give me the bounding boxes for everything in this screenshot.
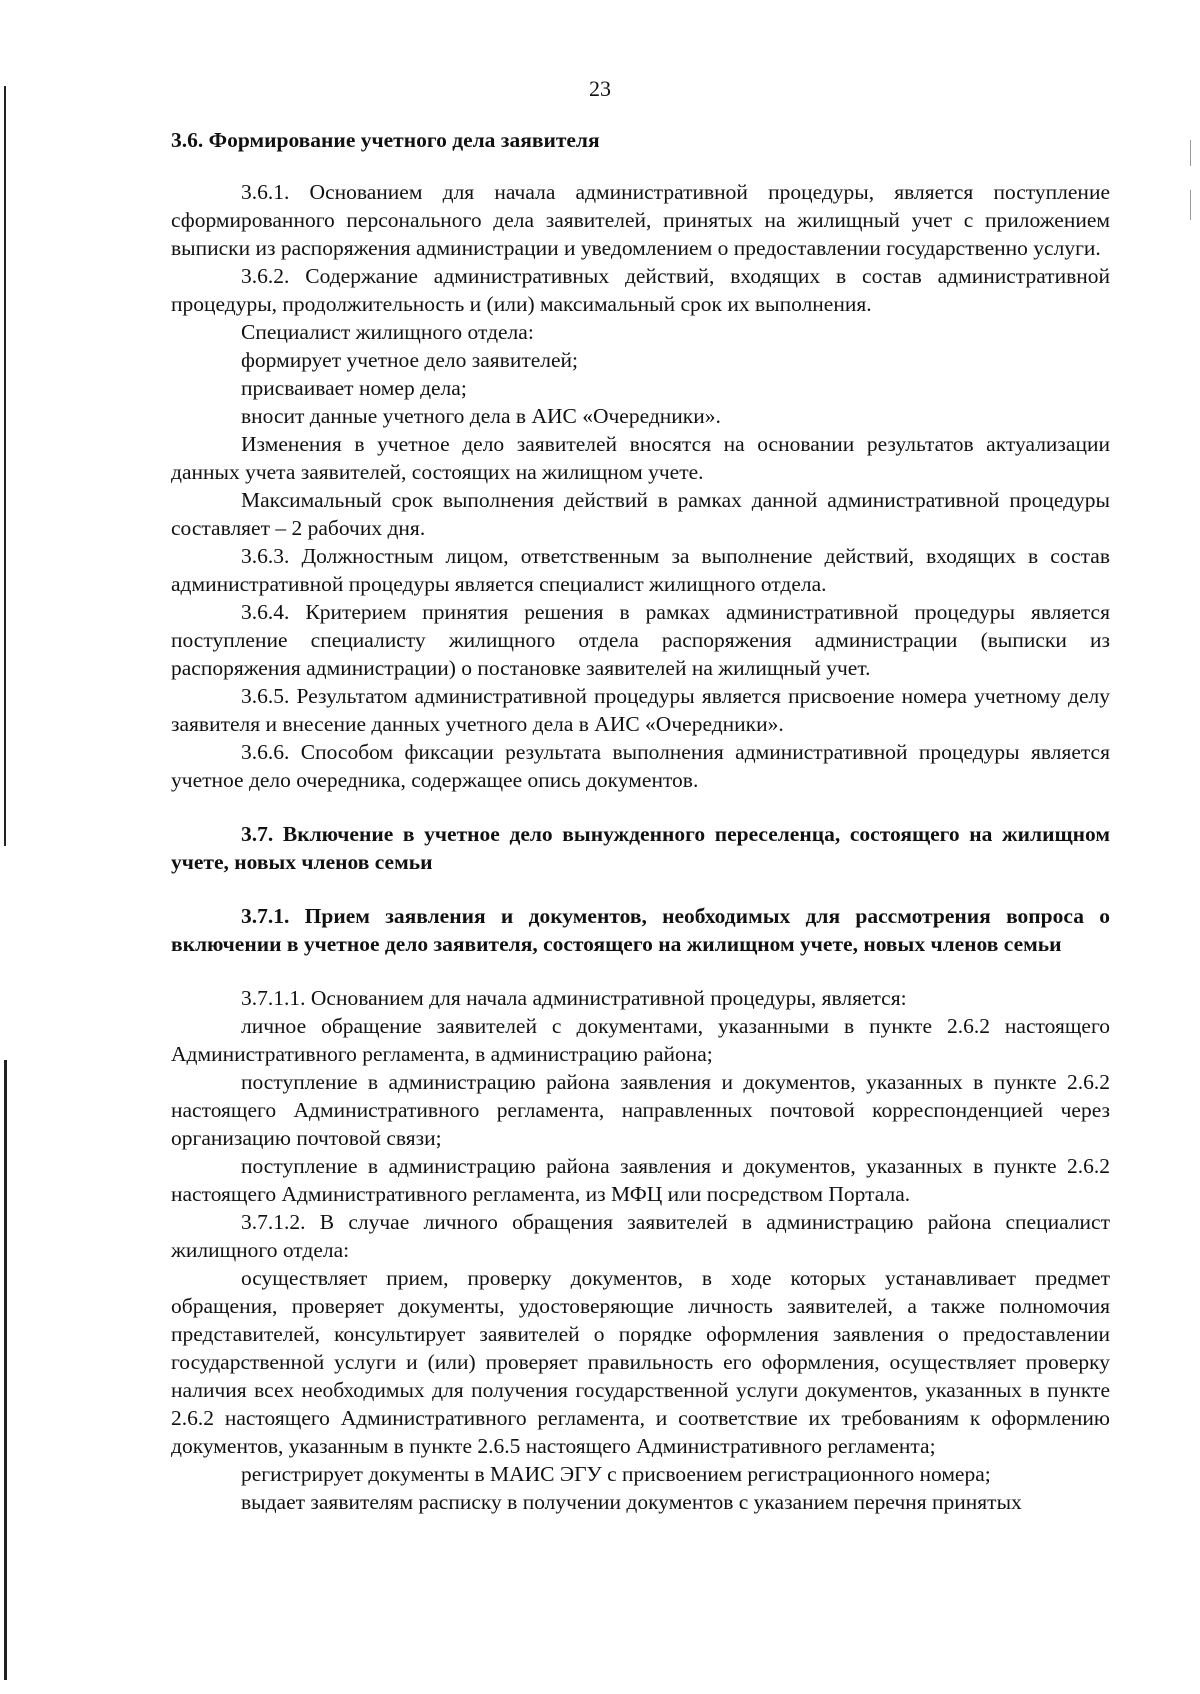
paragraph: 3.6.6. Способом фиксации результата выполнения административной процедуры является учетное дело очередника, содержащее опись документов. <box>171 740 1110 792</box>
scan-edge-line <box>1190 190 1191 220</box>
page-number: 23 <box>589 76 611 101</box>
paragraph: 3.6.5. Результатом административной процедуры является присвоение номера учетному делу заявителя и внесение данных учетного дела в АИС «Очередники». <box>171 684 1110 736</box>
list-item: поступление в администрацию района заявления и документов, указанных в пункте 2.6.2 настоящего Административного регламента, направленных почтовой корреспонденцией через организацию почтовой связи; <box>171 1070 1110 1150</box>
paragraph: Изменения в учетное дело заявителей вносятся на основании результатов актуализации данных учета заявителей, состоящих на жилищном учете. <box>171 432 1110 484</box>
paragraph: 3.6.2. Содержание административных действий, входящих в состав административной процедуры, продолжительность и (или) максимальный срок их выполнения. <box>171 264 1110 316</box>
subsection-heading: 3.7.1. Прием заявления и документов, необходимых для рассмотрения вопроса о включении в учетное дело заявителя, состоящего на жилищном учете, новых членов семьи <box>171 904 1110 956</box>
scan-edge-line <box>1190 140 1191 166</box>
paragraph: Максимальный срок выполнения действий в рамках данной административной процедуры составляет – 2 рабочих дня. <box>171 488 1110 540</box>
document-body <box>171 126 1110 1516</box>
paragraph: 3.6.4. Критерием принятия решения в рамках административной процедуры является поступление специалисту жилищного отдела распоряжения администрации (выписки из распоряжения администрации) о постановке заявителей на жилищный учет. <box>171 600 1110 680</box>
section-heading: 3.7. Включение в учетное дело вынужденного переселенца, состоящего на жилищном учете, новых членов семьи <box>171 822 1110 874</box>
list-item: поступление в администрацию района заявления и документов, указанных в пункте 2.6.2 настоящего Административного регламента, из МФЦ или посредством Портала. <box>171 1154 1110 1206</box>
paragraph: 3.6.1. Основанием для начала административной процедуры, является поступление сформированного персонального дела заявителей, принятых на жилищный учет с приложением выписки из распоряжения администрации и уведомлением о предоставлении государственно услуги. <box>171 180 1110 260</box>
paragraph: 3.7.1.2. В случае личного обращения заявителей в администрацию района специалист жилищного отдела: <box>171 1210 1110 1262</box>
list-item: осуществляет прием, проверку документов, в ходе которых устанавливает предмет обращения, проверяет документы, удостоверяющие личность заявителей, а также полномочия представителей, консультирует заявителей о порядке оформления заявления о предоставлении государственной услуги и (или) проверяет правильность его оформления, осуществляет проверку наличия всех необходимых для получения государственной услуги документов, указанных в пункте 2.6.2 настоящего Административного регламента, и соответствие их требованиям к оформлению документов, указанным в пункте 2.6.5 настоящего Административного регламента; <box>171 1266 1110 1458</box>
list-item: формирует учетное дело заявителей; <box>241 348 579 372</box>
list-item: вносит данные учетного дела в АИС «Очередники». <box>241 404 721 428</box>
scan-edge-line <box>4 86 6 846</box>
paragraph: 3.7.1.1. Основанием для начала административной процедуры, является: <box>241 986 907 1010</box>
list-item: регистрирует документы в МАИС ЭГУ с присвоением регистрационного номера; <box>241 1462 991 1486</box>
paragraph: Специалист жилищного отдела: <box>241 320 534 344</box>
scan-edge-line <box>4 1060 7 1680</box>
section-heading: 3.6. Формирование учетного дела заявителя <box>171 128 600 152</box>
list-item: личное обращение заявителей с документами, указанными в пункте 2.6.2 настоящего Административного регламента, в администрацию района; <box>171 1014 1110 1066</box>
list-item: присваивает номер дела; <box>241 376 467 400</box>
list-item: выдает заявителям расписку в получении документов с указанием перечня принятых <box>241 1490 1022 1514</box>
paragraph: 3.6.3. Должностным лицом, ответственным за выполнение действий, входящих в состав административной процедуры является специалист жилищного отдела. <box>171 544 1110 596</box>
